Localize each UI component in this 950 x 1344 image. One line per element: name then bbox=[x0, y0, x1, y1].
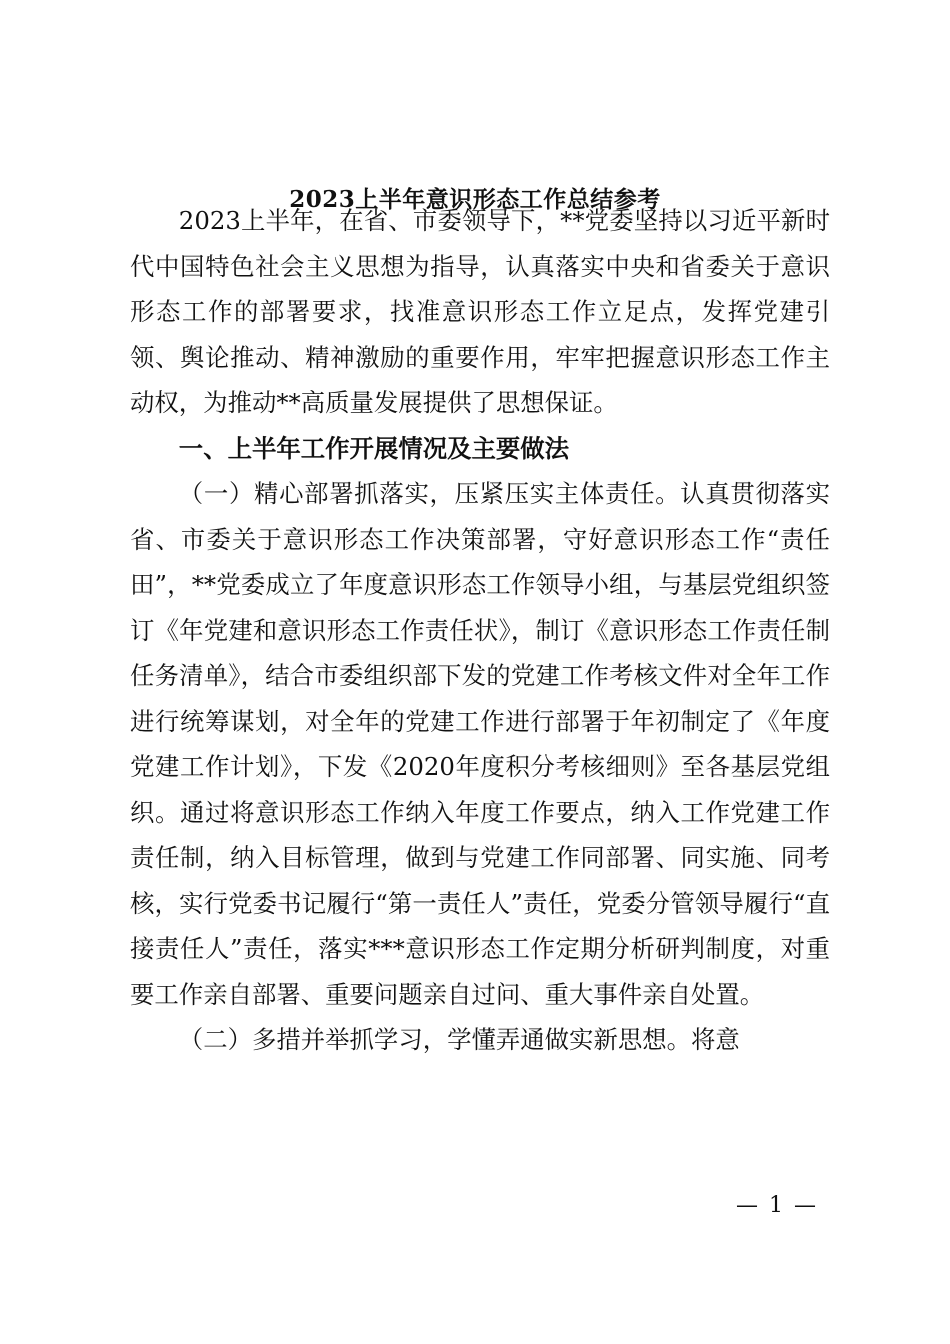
subsection-1-paragraph: （一）精心部署抓落实，压紧压实主体责任。认真贯彻落实省、市委关于意识形态工作决策部署，守好意识形态工作“责任田”，**党委成立了年度意识形态工作领导小组，与基层党组织签订《年党建和意识形态工作责任状》，制订《意识形态工作责任制任务清单》，结合市委组织部下发的党建工作考核文件对全年工作进行统筹谋划，对全年的党建工作进行部署于年初制定了《年度党建工作计划》，下发《2020年度积分考核细则》至各基层党组织。通过将意识形态工作纳入年度工作要点，纳入工作党建工作责任制，纳入目标管理，做到与党建工作同部署、同实施、同考核，实行党委书记履行“第一责任人”责任，党委分管领导履行“直接责任人”责任，落实***意识形态工作定期分析研判制度，对重要工作亲自部署、重要问题亲自过问、重大事件亲自处置。 bbox=[130, 479, 830, 1009]
document-title: 2023上半年意识形态工作总结参考 bbox=[289, 186, 661, 213]
page-number: — 1 — bbox=[736, 1193, 818, 1218]
section-heading-1: 一、上半年工作开展情况及主要做法 bbox=[178, 433, 570, 463]
document-body bbox=[130, 198, 830, 1063]
intro-paragraph: 2023上半年，在省、市委领导下，**党委坚持以习近平新时代中国特色社会主义思想为指导，认真落实中央和省委关于意识形态工作的部署要求，找准意识形态工作立足点，发挥党建引领、舆论推动、精神激励的重要作用，牢牢把握意识形态工作主动权，为推动**高质量发展提供了思想保证。 bbox=[130, 206, 830, 417]
subsection-2-paragraph: （二）多措并举抓学习，学懂弄通做实新思想。将意 bbox=[178, 1025, 740, 1054]
